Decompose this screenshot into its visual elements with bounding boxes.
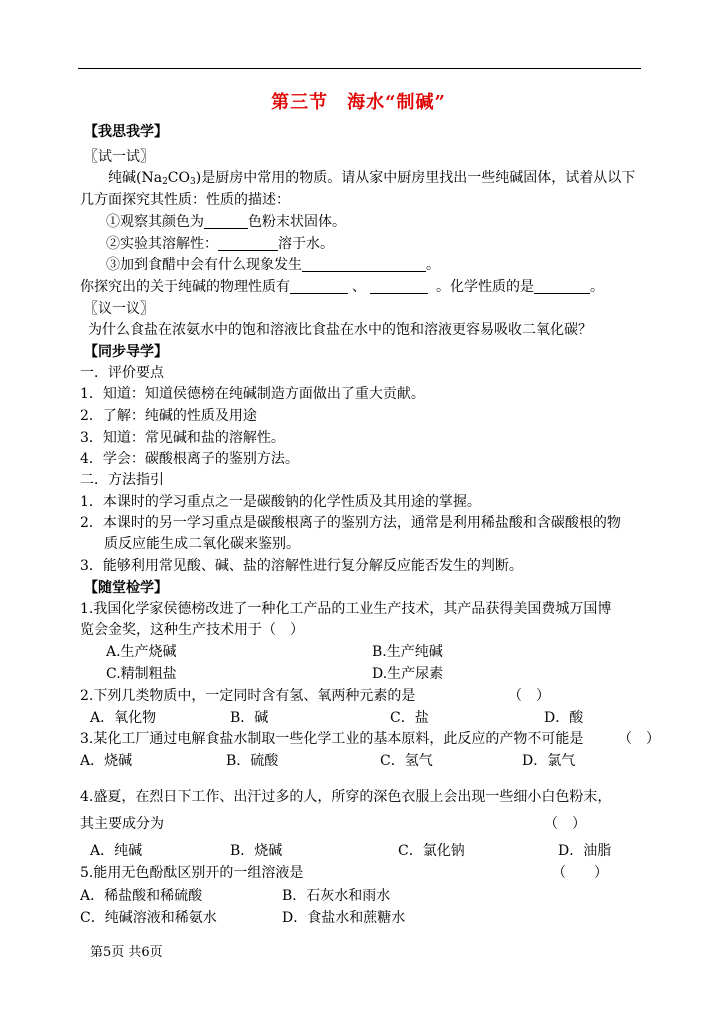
quiz-question-3: 3.某化工厂通过电解食盐水制取一些化学工业的基本原料，此反应的产物不可能是	[80, 731, 584, 747]
page-footer: 第5页 共6页	[90, 945, 163, 960]
method-point-1: 1．本课时的学习重点之一是碳酸钠的化学性质及其用途的掌握。	[80, 494, 481, 510]
section-heading-wosiwoxue: 【我思我学】	[84, 124, 168, 140]
quiz-2-option-a[interactable]: A．氧化物	[90, 710, 157, 726]
quiz-2-option-d[interactable]: D．酸	[544, 710, 584, 726]
quiz-question-4: 4.盛夏，在烈日下工作、出汗过多的人，所穿的深色衣服上会出现一些细小白色粉末，	[80, 789, 612, 805]
task-item-solubility: ②实验其溶解性： 溶于水。	[106, 236, 334, 252]
fill-blank-color[interactable]	[204, 213, 248, 229]
quiz-5-option-a[interactable]: A．稀盐酸和稀硫酸	[80, 888, 203, 904]
quiz-1-option-d[interactable]: D.生产尿素	[372, 666, 444, 682]
evaluation-point-2: 2．了解：纯碱的性质及用途	[80, 408, 257, 424]
quiz-4-answer-paren[interactable]: （ ）	[544, 816, 586, 832]
fill-blank-physical-2[interactable]	[370, 278, 428, 294]
subheading-try: 〖试一试〗	[84, 149, 154, 165]
fill-blank-chemical[interactable]	[534, 278, 590, 294]
quiz-3-option-d[interactable]: D．氯气	[522, 753, 576, 769]
section-heading-tongbudaoxue: 【同步导学】	[84, 344, 168, 360]
quiz-question-2: 2.下列几类物质中，一定同时含有氢、氧两种元素的是	[80, 688, 416, 704]
task-item-color: ①观察其颜色为 色粉末状固体。	[106, 214, 346, 230]
task-item-vinegar: ③加到食醋中会有什么现象发生 。	[106, 257, 440, 273]
header-rule	[78, 68, 641, 69]
paragraph-line-1: 纯碱$(Na_2CO_3)$是厨房中常用的物质。请从家中厨房里找出一些纯碱固体，试着从以下	[108, 170, 636, 187]
paragraph-line-2: 几方面探究其性质：性质的描述：	[80, 192, 290, 208]
subheading-evaluation: 一．评价要点	[80, 365, 164, 381]
quiz-question-1-cont: 览会金奖，这种生产技术用于（ ）	[80, 622, 304, 638]
quiz-3-option-c[interactable]: C．氢气	[380, 753, 433, 769]
evaluation-point-1: 1．知道：知道侯德榜在纯碱制造方面做出了重大贡献。	[80, 386, 425, 402]
fill-blank-physical-1[interactable]	[290, 278, 348, 294]
quiz-3-option-b[interactable]: B．硫酸	[226, 753, 279, 769]
quiz-5-option-c[interactable]: C．纯碱溶液和稀氨水	[80, 910, 217, 926]
evaluation-point-4: 4．学会：碳酸根离子的鉴别方法。	[80, 451, 299, 467]
quiz-question-4-cont: 其主要成分为	[80, 816, 164, 832]
quiz-3-answer-paren[interactable]: （ ）	[618, 731, 660, 747]
discussion-question: 为什么食盐在浓氨水中的饱和溶液比食盐在水中的饱和溶液更容易吸收二氧化碳？	[88, 322, 592, 338]
quiz-5-option-d[interactable]: D．食盐水和蔗糖水	[282, 910, 406, 926]
quiz-question-5: 5.能用无色酚酞区别开的一组溶液是	[80, 865, 304, 881]
question-properties: 你探究出的关于纯碱的物理性质有 、 。化学性质的是 。	[80, 279, 604, 295]
fill-blank-solubility[interactable]	[218, 235, 278, 251]
quiz-4-option-d[interactable]: D．油脂	[558, 843, 612, 859]
quiz-2-answer-paren[interactable]: （ ）	[508, 688, 550, 704]
method-point-3: 3．能够利用常见酸、碱、盐的溶解性进行复分解反应能否发生的判断。	[80, 558, 523, 574]
quiz-question-1: 1.我国化学家侯德榜改进了一种化工产品的工业生产技术，其产品获得美国费城万国博	[80, 601, 612, 617]
quiz-4-option-b[interactable]: B．烧碱	[230, 843, 283, 859]
quiz-2-option-b[interactable]: B．碱	[230, 710, 269, 726]
method-point-2: 2．本课时的另一学习重点是碳酸根离子的鉴别方法，通常是利用稀盐酸和含碳酸根的物	[80, 515, 621, 531]
section-heading-suitangjianxue: 【随堂检学】	[84, 580, 168, 596]
evaluation-point-3: 3．知道：常见碱和盐的溶解性。	[80, 430, 285, 446]
page-title: 第三节 海水“制碱”	[271, 92, 446, 113]
quiz-1-option-c[interactable]: C.精制粗盐	[106, 666, 177, 682]
quiz-2-option-c[interactable]: C．盐	[390, 710, 429, 726]
method-point-2-cont: 质反应能生成二氧化碳来鉴别。	[104, 536, 300, 552]
quiz-1-option-b[interactable]: B.生产纯碱	[372, 644, 443, 660]
quiz-5-answer-paren[interactable]: （ ）	[552, 865, 608, 881]
quiz-5-option-b[interactable]: B．石灰水和雨水	[282, 888, 391, 904]
quiz-4-option-c[interactable]: C．氯化钠	[398, 843, 465, 859]
subheading-method: 二．方法指引	[80, 472, 164, 488]
quiz-1-option-a[interactable]: A.生产烧碱	[106, 644, 177, 660]
quiz-4-option-a[interactable]: A．纯碱	[90, 843, 143, 859]
subheading-discuss: 〖议一议〗	[84, 301, 154, 317]
quiz-3-option-a[interactable]: A．烧碱	[80, 753, 133, 769]
fill-blank-vinegar[interactable]	[302, 256, 426, 272]
